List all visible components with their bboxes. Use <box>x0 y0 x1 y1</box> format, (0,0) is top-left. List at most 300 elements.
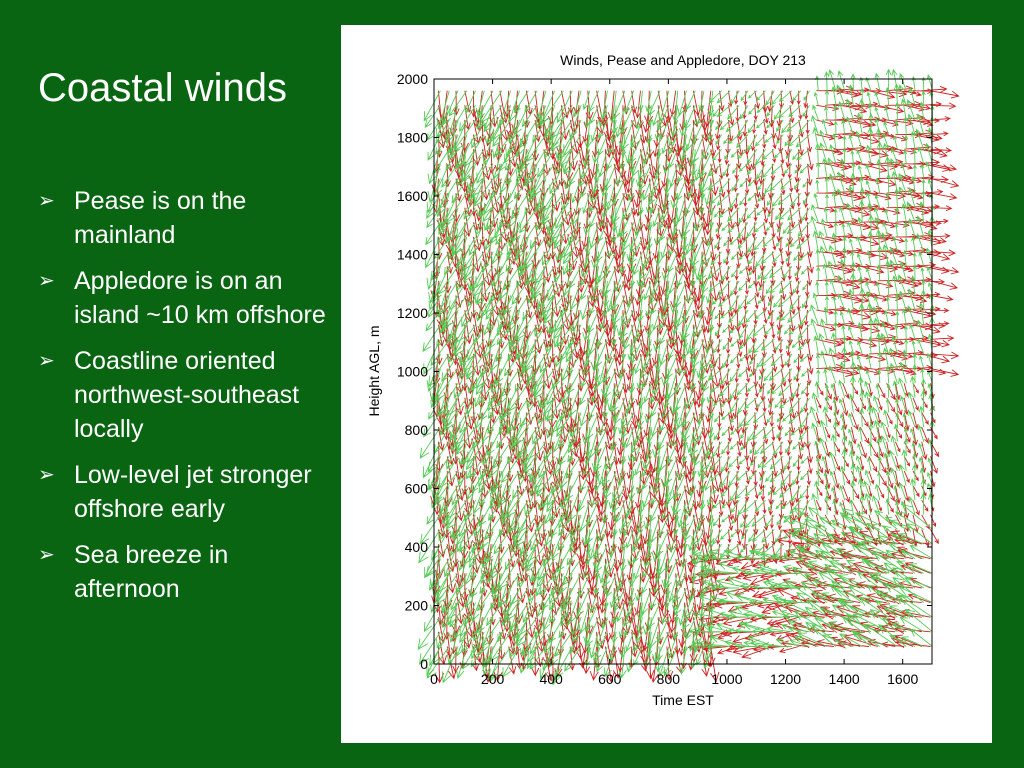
appledore-wind-arrow <box>830 472 836 486</box>
appledore-wind-arrow <box>825 91 829 106</box>
chart-title: Winds, Pease and Appledore, DOY 213 <box>560 52 806 68</box>
pease-wind-arrow <box>728 91 732 107</box>
appledore-wind-arrow <box>565 647 581 671</box>
bullet-item <box>38 344 328 446</box>
appledore-wind-arrow <box>912 341 915 354</box>
appledore-wind-arrow <box>556 193 573 228</box>
appledore-wind-arrow <box>823 264 827 281</box>
appledore-wind-arrow <box>785 427 792 436</box>
appledore-wind-arrow <box>909 219 915 237</box>
appledore-wind-arrow <box>913 253 916 266</box>
appledore-wind-arrow <box>814 93 818 106</box>
appledore-wind-arrow <box>869 442 872 456</box>
pease-wind-arrow <box>887 427 891 437</box>
pease-wind-arrow <box>931 193 957 200</box>
y-tick-label: 2000 <box>396 71 428 87</box>
pease-wind-arrow <box>931 427 938 439</box>
pease-wind-arrow <box>790 91 794 104</box>
appledore-wind-arrow <box>429 281 440 310</box>
appledore-wind-arrow <box>829 348 836 369</box>
appledore-wind-arrow <box>907 202 915 222</box>
appledore-wind-arrow <box>828 261 836 280</box>
pease-wind-arrow <box>526 91 532 115</box>
appledore-wind-arrow <box>895 224 898 237</box>
appledore-wind-arrow <box>706 281 712 303</box>
appledore-wind-arrow <box>758 614 783 620</box>
appledore-wind-arrow <box>886 88 890 105</box>
appledore-wind-arrow <box>724 237 731 246</box>
pease-wind-arrow <box>887 135 907 141</box>
bullet-text: Pease is on the mainland <box>74 187 247 249</box>
pease-wind-arrow <box>931 336 954 342</box>
pease-wind-arrow <box>931 91 959 98</box>
pease-wind-arrow <box>851 120 875 127</box>
appledore-wind-arrow <box>886 399 889 413</box>
appledore-wind-arrow <box>840 207 845 222</box>
appledore-wind-arrow <box>763 237 774 246</box>
appledore-wind-arrow <box>886 193 890 208</box>
appledore-wind-arrow <box>905 239 908 252</box>
appledore-wind-arrow <box>738 222 748 237</box>
pease-wind-arrow <box>913 471 918 481</box>
pease-wind-arrow <box>913 222 937 230</box>
appledore-wind-arrow <box>457 208 476 239</box>
pease-wind-arrow <box>808 237 813 257</box>
appledore-wind-arrow <box>904 136 907 150</box>
x-tick-label: 400 <box>539 671 563 687</box>
appledore-wind-arrow <box>850 352 854 369</box>
appledore-wind-arrow <box>834 122 837 135</box>
appledore-wind-arrow <box>440 486 458 516</box>
appledore-wind-arrow <box>715 310 722 319</box>
pease-wind-arrow <box>733 647 763 655</box>
appledore-wind-arrow <box>825 282 828 295</box>
appledore-wind-arrow <box>913 266 917 281</box>
bullet-item <box>38 538 328 606</box>
pease-wind-arrow <box>764 515 768 530</box>
appledore-wind-arrow <box>817 267 820 280</box>
pease-wind-arrow <box>843 161 861 165</box>
appledore-wind-arrow <box>545 105 564 137</box>
pease-wind-arrow <box>781 456 785 473</box>
appledore-wind-arrow <box>748 237 757 252</box>
pease-wind-arrow <box>825 164 847 170</box>
pease-wind-arrow <box>931 471 936 487</box>
appledore-wind-arrow <box>741 91 748 101</box>
pease-wind-arrow <box>931 515 936 526</box>
appledore-wind-arrow <box>520 529 537 557</box>
appledore-wind-arrow <box>733 164 740 173</box>
appledore-wind-arrow <box>580 149 590 178</box>
appledore-wind-arrow <box>830 145 836 164</box>
pease-wind-arrow <box>755 486 758 499</box>
appledore-wind-arrow <box>816 249 820 266</box>
pease-wind-arrow <box>922 398 927 408</box>
pease-wind-arrow <box>764 413 768 426</box>
pease-wind-arrow <box>931 164 957 171</box>
appledore-wind-arrow <box>732 266 740 277</box>
pease-wind-arrow <box>746 471 749 484</box>
appledore-wind-arrow <box>626 632 634 651</box>
appledore-wind-arrow <box>887 487 890 500</box>
pease-wind-arrow <box>816 325 835 331</box>
pease-wind-arrow <box>843 456 849 466</box>
appledore-wind-arrow <box>783 266 792 277</box>
pease-wind-arrow <box>780 647 799 653</box>
bullet-text: Low-level jet stronger offshore early <box>74 461 312 523</box>
appledore-wind-arrow <box>770 266 783 277</box>
appledore-wind-arrow <box>814 336 819 354</box>
pease-wind-arrow <box>904 295 926 302</box>
appledore-wind-arrow <box>838 294 844 310</box>
pease-wind-arrow <box>922 339 949 347</box>
pease-wind-arrow <box>825 456 829 473</box>
appledore-wind-arrow <box>812 494 819 515</box>
pease-wind-arrow <box>751 149 756 169</box>
appledore-wind-arrow <box>783 222 792 233</box>
appledore-wind-arrow <box>832 192 836 207</box>
appledore-wind-arrow <box>878 457 881 471</box>
y-tick-label: 600 <box>404 480 428 497</box>
appledore-wind-arrow <box>527 325 546 356</box>
pease-wind-arrow <box>851 486 858 499</box>
appledore-wind-arrow <box>477 149 493 183</box>
x-tick-label: 0 <box>430 671 438 687</box>
pease-wind-arrow <box>843 193 865 199</box>
appledore-wind-arrow <box>910 324 915 339</box>
pease-wind-arrow <box>798 135 803 156</box>
appledore-wind-arrow <box>544 295 563 323</box>
pease-wind-arrow <box>913 413 918 429</box>
appledore-wind-arrow <box>920 356 924 369</box>
appledore-wind-arrow <box>761 442 775 454</box>
appledore-wind-arrow <box>875 119 880 135</box>
appledore-wind-arrow <box>849 239 853 252</box>
bullet-item <box>38 264 328 332</box>
appledore-wind-arrow <box>921 165 924 179</box>
appledore-wind-arrow <box>895 295 899 311</box>
appledore-wind-arrow <box>769 369 783 381</box>
appledore-wind-arrow <box>590 588 599 613</box>
pease-wind-arrow <box>887 354 908 360</box>
y-tick-label: 1000 <box>396 363 428 380</box>
bullet-item <box>38 184 328 252</box>
arrow-bullet-icon: ➢ <box>38 544 55 566</box>
arrow-bullet-icon: ➢ <box>38 464 55 486</box>
pease-wind-arrow <box>755 281 759 297</box>
appledore-wind-arrow <box>867 203 872 222</box>
pease-wind-arrow <box>790 486 795 506</box>
pease-wind-arrow <box>922 500 928 511</box>
appledore-wind-arrow <box>793 456 801 466</box>
pease-wind-arrow <box>922 442 927 460</box>
appledore-wind-arrow <box>824 369 827 383</box>
appledore-wind-arrow <box>755 222 766 232</box>
appledore-wind-arrow <box>866 370 871 383</box>
appledore-wind-arrow <box>875 485 880 501</box>
x-tick-label: 800 <box>656 671 681 687</box>
pease-wind-arrow <box>851 471 856 482</box>
pease-wind-arrow <box>772 237 776 250</box>
appledore-wind-arrow <box>739 310 748 326</box>
pease-wind-arrow <box>772 442 777 458</box>
appledore-wind-arrow <box>752 515 766 527</box>
pease-wind-arrow <box>708 486 714 512</box>
pease-wind-arrow <box>577 632 584 659</box>
appledore-wind-arrow <box>830 453 836 471</box>
appledore-wind-arrow <box>794 354 801 363</box>
appledore-wind-arrow <box>830 560 863 573</box>
pease-wind-arrow <box>834 427 839 437</box>
appledore-wind-arrow <box>816 282 819 296</box>
pease-wind-arrow <box>869 456 877 471</box>
x-tick-label: 1600 <box>887 671 919 687</box>
appledore-wind-arrow <box>824 72 829 91</box>
pease-wind-arrow <box>904 442 910 453</box>
bullet-text: Coastline oriented northwest-southeast locally <box>74 347 300 443</box>
appledore-wind-arrow <box>849 290 854 310</box>
pease-wind-arrow <box>670 91 676 116</box>
appledore-wind-arrow <box>833 134 837 149</box>
appledore-wind-arrow <box>904 117 908 134</box>
appledore-wind-arrow <box>842 120 846 135</box>
appledore-wind-arrow <box>730 295 740 310</box>
pease-wind-arrow <box>816 427 820 442</box>
pease-wind-arrow <box>922 237 946 244</box>
appledore-wind-arrow <box>829 70 836 91</box>
y-tick-label: 1800 <box>396 129 428 146</box>
appledore-wind-arrow <box>729 544 740 553</box>
appledore-wind-arrow <box>756 252 766 267</box>
appledore-wind-arrow <box>713 515 721 526</box>
appledore-wind-arrow <box>822 544 853 559</box>
appledore-wind-arrow <box>878 370 881 383</box>
appledore-wind-arrow <box>913 150 916 164</box>
appledore-wind-arrow <box>856 132 862 150</box>
pease-wind-arrow <box>931 234 950 239</box>
pease-wind-arrow <box>851 413 858 430</box>
pease-wind-arrow <box>816 120 833 126</box>
pease-wind-arrow <box>878 500 882 511</box>
appledore-wind-arrow <box>824 107 827 120</box>
appledore-wind-arrow <box>886 70 891 91</box>
appledore-wind-arrow <box>875 74 880 91</box>
appledore-wind-arrow <box>687 91 696 110</box>
appledore-wind-arrow <box>908 393 915 413</box>
appledore-wind-arrow <box>793 281 800 293</box>
pease-wind-arrow <box>662 164 668 187</box>
appledore-wind-arrow <box>866 146 871 164</box>
appledore-wind-arrow <box>423 325 440 352</box>
appledore-wind-arrow <box>919 252 924 266</box>
pease-wind-arrow <box>931 132 948 136</box>
x-tick-label: 1200 <box>769 671 802 687</box>
pease-wind-arrow <box>851 88 868 92</box>
pease-wind-arrow <box>931 103 956 109</box>
pease-wind-arrow <box>904 105 924 111</box>
appledore-wind-arrow <box>896 208 900 223</box>
appledore-wind-arrow <box>816 180 819 193</box>
pease-wind-arrow <box>913 120 933 126</box>
pease-wind-arrow <box>574 91 580 114</box>
appledore-wind-arrow <box>814 194 818 208</box>
appledore-wind-arrow <box>858 166 862 179</box>
appledore-wind-arrow <box>820 518 845 529</box>
appledore-wind-arrow <box>922 180 925 193</box>
appledore-wind-arrow <box>886 366 890 383</box>
y-tick-label: 200 <box>404 597 428 614</box>
appledore-wind-arrow <box>886 499 890 515</box>
pease-wind-arrow <box>860 500 866 514</box>
appledore-wind-arrow <box>857 218 862 237</box>
appledore-wind-arrow <box>747 325 757 340</box>
appledore-wind-arrow <box>816 76 820 91</box>
appledore-wind-arrow <box>900 483 907 500</box>
appledore-wind-arrow <box>693 617 704 645</box>
appledore-wind-arrow <box>896 512 924 529</box>
appledore-wind-arrow <box>824 208 828 222</box>
pease-wind-arrow <box>772 339 776 353</box>
appledore-wind-arrow <box>816 163 820 179</box>
appledore-wind-arrow <box>812 393 818 412</box>
arrow-bullet-icon: ➢ <box>38 190 55 212</box>
x-tick-label: 600 <box>598 671 622 687</box>
appledore-wind-arrow <box>537 281 554 310</box>
slide-title: Coastal winds <box>38 66 288 110</box>
pease-wind-arrow <box>860 398 865 409</box>
appledore-wind-arrow <box>878 473 881 486</box>
appledore-wind-arrow <box>635 559 643 579</box>
appledore-wind-arrow <box>713 105 722 116</box>
bullet-item <box>38 458 328 526</box>
appledore-wind-arrow <box>679 647 686 674</box>
appledore-wind-arrow <box>819 334 827 354</box>
pease-wind-arrow <box>869 427 876 441</box>
appledore-wind-arrow <box>840 467 845 486</box>
appledore-wind-arrow <box>876 283 880 296</box>
pease-wind-arrow <box>595 383 602 411</box>
appledore-wind-arrow <box>802 383 810 394</box>
appledore-wind-arrow <box>750 354 757 364</box>
appledore-wind-arrow <box>895 121 898 135</box>
appledore-wind-arrow <box>904 326 907 339</box>
bullet-text: Sea breeze in afternoon <box>74 541 229 603</box>
appledore-wind-arrow <box>842 224 845 237</box>
y-tick-label: 800 <box>404 422 428 438</box>
x-axis-label: Time EST <box>652 692 714 708</box>
appledore-wind-arrow <box>738 500 748 514</box>
appledore-wind-arrow <box>723 339 730 349</box>
appledore-wind-arrow <box>816 355 819 369</box>
pease-wind-arrow <box>851 427 856 443</box>
appledore-wind-arrow <box>728 222 739 232</box>
appledore-wind-arrow <box>527 354 546 385</box>
appledore-wind-arrow <box>842 326 845 340</box>
appledore-wind-arrow <box>820 438 827 456</box>
appledore-wind-arrow <box>912 237 916 251</box>
appledore-wind-arrow <box>834 322 838 339</box>
appledore-wind-arrow <box>876 129 881 149</box>
appledore-wind-arrow <box>875 297 880 311</box>
appledore-wind-arrow <box>787 120 801 132</box>
appledore-wind-arrow <box>800 413 809 428</box>
appledore-wind-arrow <box>821 319 828 339</box>
pease-wind-arrow <box>843 486 850 502</box>
pease-wind-arrow <box>851 383 857 394</box>
appledore-wind-arrow <box>904 222 908 237</box>
appledore-wind-arrow <box>886 297 889 310</box>
pease-wind-arrow <box>922 427 929 443</box>
pease-wind-arrow <box>834 369 859 376</box>
y-tick-label: 1600 <box>396 188 428 204</box>
appledore-wind-arrow <box>817 370 820 383</box>
y-tick-label: 0 <box>420 656 428 672</box>
appledore-wind-arrow <box>778 193 792 204</box>
pease-wind-arrow <box>764 325 768 339</box>
appledore-wind-arrow <box>896 312 899 325</box>
pease-wind-arrow <box>791 633 825 647</box>
appledore-wind-arrow <box>833 297 836 310</box>
appledore-wind-arrow <box>918 426 924 442</box>
pease-wind-arrow <box>825 354 849 362</box>
bullet-text: Appledore is on an island ~10 km offshore <box>74 267 326 329</box>
appledore-wind-arrow <box>921 268 924 281</box>
appledore-wind-arrow <box>887 384 890 397</box>
pease-wind-arrow <box>753 588 781 598</box>
appledore-wind-arrow <box>867 92 871 105</box>
appledore-wind-arrow <box>513 471 529 499</box>
x-tick-label: 200 <box>480 671 505 687</box>
appledore-wind-arrow <box>803 281 810 290</box>
arrow-bullet-icon: ➢ <box>38 350 55 372</box>
appledore-wind-arrow <box>902 309 906 324</box>
appledore-wind-arrow <box>851 151 854 164</box>
pease-wind-arrow <box>764 310 768 323</box>
appledore-wind-arrow <box>874 396 880 412</box>
y-axis-label: Height AGL, m <box>366 325 382 417</box>
appledore-wind-arrow <box>439 456 458 488</box>
appledore-wind-arrow <box>917 216 924 237</box>
appledore-wind-arrow <box>840 312 844 325</box>
appledore-wind-arrow <box>839 381 845 398</box>
appledore-wind-arrow <box>424 91 440 121</box>
pease-wind-arrow <box>683 252 690 281</box>
appledore-wind-arrow <box>791 193 800 205</box>
wind-chart-panel <box>341 25 992 743</box>
appledore-wind-arrow <box>834 105 838 120</box>
appledore-wind-arrow <box>843 136 846 149</box>
appledore-wind-arrow <box>834 209 837 222</box>
pease-wind-arrow <box>834 471 839 488</box>
appledore-wind-arrow <box>900 465 907 486</box>
appledore-wind-arrow <box>793 91 801 101</box>
appledore-wind-arrow <box>913 165 916 178</box>
appledore-wind-arrow <box>748 135 757 150</box>
bullet-list <box>38 184 328 618</box>
appledore-wind-arrow <box>782 369 792 382</box>
y-tick-label: 1200 <box>396 305 428 321</box>
appledore-wind-arrow <box>730 486 739 501</box>
pease-wind-arrow <box>878 208 900 215</box>
wind-quiver-chart <box>341 25 992 743</box>
appledore-wind-arrow <box>785 529 792 538</box>
appledore-wind-arrow <box>730 383 739 399</box>
x-tick-label: 1400 <box>828 671 860 687</box>
appledore-wind-arrow <box>850 377 855 398</box>
pease-wind-arrow <box>653 237 658 259</box>
appledore-wind-arrow <box>928 494 933 515</box>
appledore-wind-arrow <box>723 164 731 176</box>
